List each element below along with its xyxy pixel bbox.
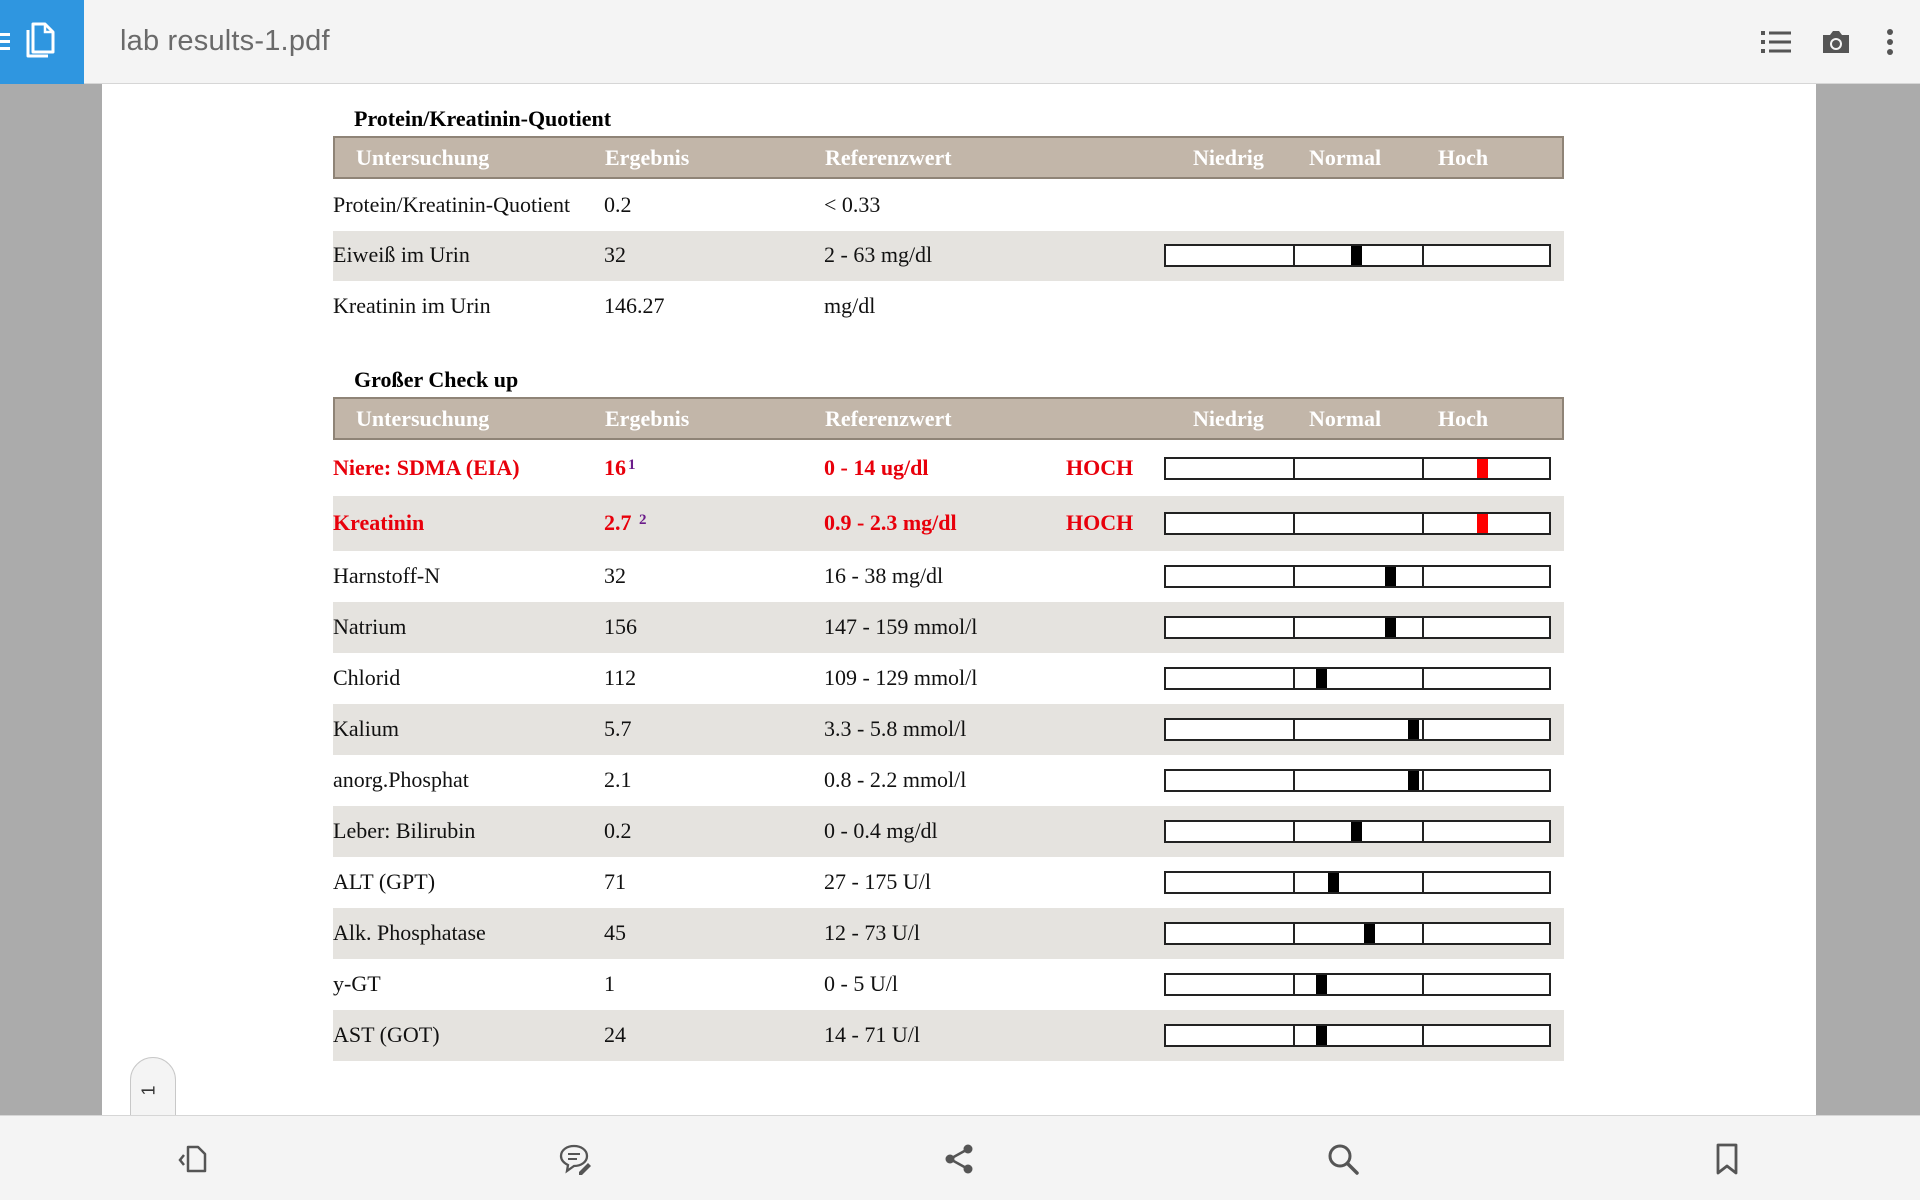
gauge-divider <box>1422 457 1424 480</box>
range-gauge <box>1164 973 1551 996</box>
test-result: 0.2 <box>604 192 632 217</box>
reference-range: 27 - 175 U/l <box>824 869 931 894</box>
gauge-marker <box>1477 514 1488 533</box>
gauge-marker <box>1316 669 1327 688</box>
test-result: 112 <box>604 665 637 690</box>
test-result: 1 <box>604 971 615 996</box>
gauge-divider <box>1422 769 1424 792</box>
gauge-divider <box>1293 769 1295 792</box>
test-result: 32 <box>604 242 626 267</box>
reference-range: 3.3 - 5.8 mmol/l <box>824 716 967 741</box>
camera-icon[interactable] <box>1818 24 1854 60</box>
gauge-divider <box>1293 820 1295 843</box>
test-name: Eiweiß im Urin <box>333 242 470 267</box>
range-gauge <box>1164 820 1551 843</box>
gauge-divider <box>1422 667 1424 690</box>
test-name: Leber: Bilirubin <box>333 818 476 843</box>
header-referenzwert: Referenzwert <box>825 145 952 170</box>
document-title: lab results-1.pdf <box>120 25 330 57</box>
comment-edit-icon[interactable] <box>557 1141 593 1177</box>
table-row <box>333 551 1564 602</box>
header-ergebnis: Ergebnis <box>605 145 690 170</box>
table-row <box>333 496 1564 551</box>
search-icon[interactable] <box>1325 1141 1361 1177</box>
reference-range: 16 - 38 mg/dl <box>824 563 944 588</box>
test-name: Harnstoff-N <box>333 563 441 588</box>
section-title-protein: Protein/Kreatinin-Quotient <box>354 106 612 131</box>
test-name: Protein/Kreatinin-Quotient <box>333 192 571 217</box>
header-niedrig: Niedrig <box>1193 406 1264 431</box>
table-row <box>333 704 1564 755</box>
gauge-marker <box>1385 567 1396 586</box>
gauge-divider <box>1293 922 1295 945</box>
reference-range: 0.8 - 2.2 mmol/l <box>824 767 967 792</box>
gauge-marker <box>1351 822 1362 841</box>
test-result: 24 <box>604 1022 626 1047</box>
gauge-marker <box>1316 975 1327 994</box>
test-result: 32 <box>604 563 626 588</box>
test-name: Kreatinin im Urin <box>333 293 491 318</box>
test-result: 16 <box>604 455 626 480</box>
table-row <box>333 231 1564 281</box>
share-icon[interactable] <box>941 1141 977 1177</box>
test-name: Niere: SDMA (EIA) <box>333 455 520 480</box>
test-name: anorg.Phosphat <box>333 767 469 792</box>
gauge-divider <box>1422 244 1424 267</box>
test-result: 146.27 <box>604 293 665 318</box>
range-gauge <box>1164 718 1551 741</box>
gauge-marker <box>1316 1026 1327 1045</box>
table-row <box>333 281 1564 332</box>
footnote-marker <box>628 449 636 475</box>
gauge-divider <box>1422 718 1424 741</box>
range-gauge <box>1164 871 1551 894</box>
header-untersuchung: Untersuchung <box>356 406 490 431</box>
bottom-toolbar <box>0 1115 1920 1200</box>
range-gauge <box>1164 1024 1551 1047</box>
test-name: Kreatinin <box>333 510 425 535</box>
range-gauge <box>1164 616 1551 639</box>
more-vert-icon[interactable] <box>1872 24 1908 60</box>
gauge-divider <box>1293 667 1295 690</box>
gauge-divider <box>1422 871 1424 894</box>
gauge-marker <box>1328 873 1339 892</box>
gauge-divider <box>1293 616 1295 639</box>
reference-range: 0 - 14 ug/dl <box>824 455 929 480</box>
table-row <box>333 755 1564 806</box>
gauge-divider <box>1422 1024 1424 1047</box>
outline-list-icon[interactable] <box>1758 24 1794 60</box>
reference-range: 109 - 129 mmol/l <box>824 665 978 690</box>
reference-range: 0 - 0.4 mg/dl <box>824 818 938 843</box>
header-niedrig: Niedrig <box>1193 145 1264 170</box>
table-row <box>333 1010 1564 1061</box>
test-name: y-GT <box>333 971 381 996</box>
status-flag: HOCH <box>1066 510 1134 535</box>
gauge-divider <box>1422 922 1424 945</box>
test-result: 5.7 <box>604 716 632 741</box>
table-header-protein <box>333 136 1564 179</box>
reference-range: mg/dl <box>824 293 876 318</box>
table-row <box>333 908 1564 959</box>
test-result: 156 <box>604 614 637 639</box>
table-row <box>333 181 1564 231</box>
table-row <box>333 959 1564 1010</box>
header-normal: Normal <box>1309 145 1382 170</box>
section-title-checkup: Großer Check up <box>354 367 519 392</box>
table-row <box>333 857 1564 908</box>
table-row <box>333 441 1564 496</box>
test-name: ALT (GPT) <box>333 869 436 894</box>
test-name: Natrium <box>333 614 407 639</box>
gauge-divider <box>1293 1024 1295 1047</box>
table-row <box>333 602 1564 653</box>
test-result: 2.1 <box>604 767 632 792</box>
page-edit-icon[interactable] <box>175 1141 211 1177</box>
range-gauge <box>1164 922 1551 945</box>
gauge-marker <box>1364 924 1375 943</box>
gauge-divider <box>1422 616 1424 639</box>
range-gauge <box>1164 512 1551 535</box>
range-gauge <box>1164 457 1551 480</box>
files-icon <box>0 0 84 84</box>
footnote-number: 2 <box>639 512 647 528</box>
gauge-divider <box>1293 512 1295 535</box>
top-toolbar <box>0 0 1920 84</box>
gauge-divider <box>1293 244 1295 267</box>
gauge-divider <box>1293 973 1295 996</box>
test-result: 2.7 <box>604 510 632 535</box>
header-ergebnis: Ergebnis <box>605 406 690 431</box>
header-untersuchung: Untersuchung <box>356 145 490 170</box>
reference-range: 14 - 71 U/l <box>824 1022 920 1047</box>
gauge-divider <box>1422 512 1424 535</box>
reference-range: 12 - 73 U/l <box>824 920 920 945</box>
gauge-divider <box>1422 565 1424 588</box>
range-gauge <box>1164 667 1551 690</box>
gauge-marker <box>1385 618 1396 637</box>
table-row <box>333 653 1564 704</box>
document-viewer[interactable] <box>0 84 1920 1115</box>
gauge-divider <box>1293 871 1295 894</box>
reference-range: 0 - 5 U/l <box>824 971 898 996</box>
header-hoch: Hoch <box>1438 406 1489 431</box>
gauge-marker <box>1408 771 1419 790</box>
test-result: 0.2 <box>604 818 632 843</box>
status-flag: HOCH <box>1066 455 1134 480</box>
reference-range: 0.9 - 2.3 mg/dl <box>824 510 957 535</box>
page-number: 1 <box>138 1085 159 1096</box>
gauge-marker <box>1351 246 1362 265</box>
range-gauge <box>1164 565 1551 588</box>
header-referenzwert: Referenzwert <box>825 406 952 431</box>
gauge-divider <box>1422 820 1424 843</box>
range-gauge <box>1164 769 1551 792</box>
test-name: Alk. Phosphatase <box>333 920 486 945</box>
footnote-number: 1 <box>628 457 636 473</box>
range-gauge <box>1164 244 1551 267</box>
reference-range: 147 - 159 mmol/l <box>824 614 978 639</box>
test-name: Chlorid <box>333 665 401 690</box>
reference-range: < 0.33 <box>824 192 881 217</box>
reference-range: 2 - 63 mg/dl <box>824 242 933 267</box>
header-normal: Normal <box>1309 406 1382 431</box>
footnote-marker <box>639 504 647 530</box>
bookmark-icon[interactable] <box>1709 1141 1745 1177</box>
gauge-divider <box>1422 973 1424 996</box>
table-row <box>333 806 1564 857</box>
gauge-divider <box>1293 718 1295 741</box>
header-hoch: Hoch <box>1438 145 1489 170</box>
test-result: 45 <box>604 920 626 945</box>
test-name: AST (GOT) <box>333 1022 440 1047</box>
page-number-tab[interactable] <box>130 1057 176 1115</box>
table-header-checkup <box>333 397 1564 440</box>
test-name: Kalium <box>333 716 399 741</box>
gauge-divider <box>1293 457 1295 480</box>
test-result: 71 <box>604 869 626 894</box>
gauge-divider <box>1293 565 1295 588</box>
gauge-marker <box>1408 720 1419 739</box>
pdf-page <box>102 84 1816 1115</box>
files-button[interactable] <box>0 0 84 84</box>
gauge-marker <box>1477 459 1488 478</box>
